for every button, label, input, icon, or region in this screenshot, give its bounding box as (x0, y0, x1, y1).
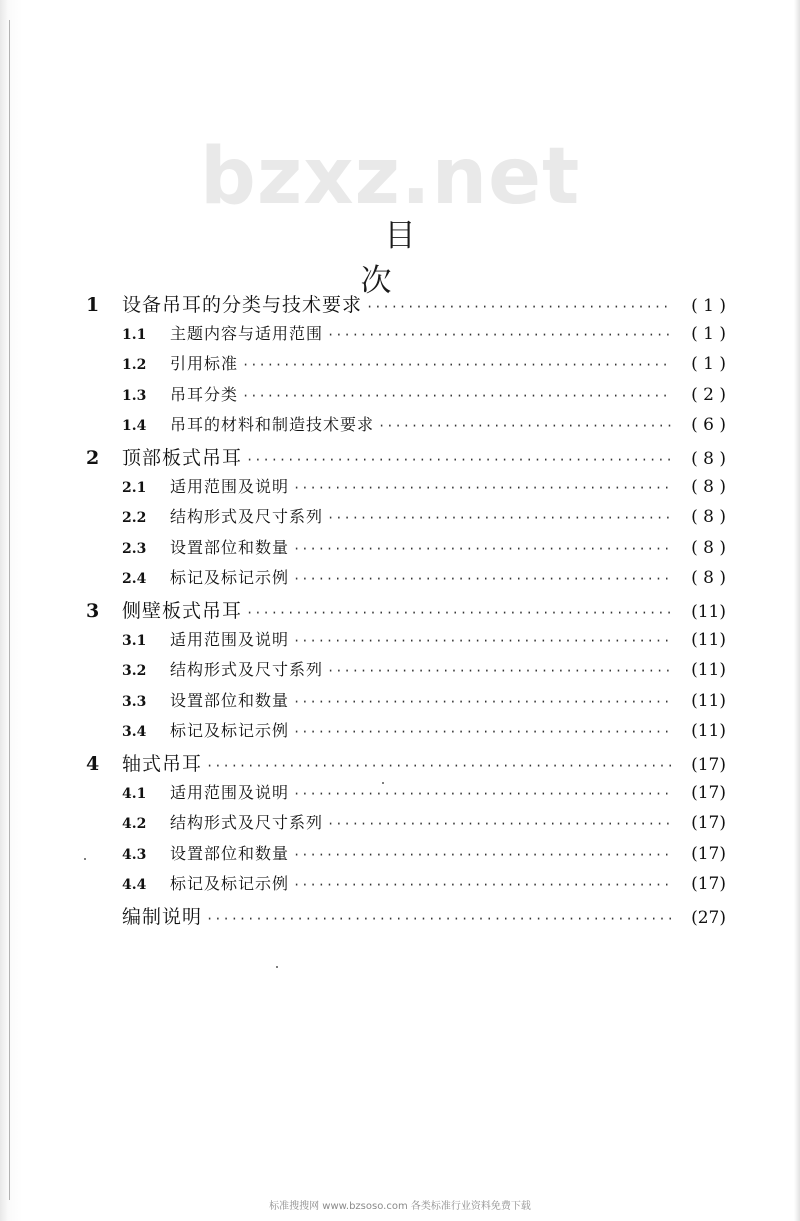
toc-dot-leader (206, 759, 672, 773)
toc-entry-page: ( 8 ) (691, 476, 726, 497)
toc-dot-leader (378, 419, 672, 433)
toc-entry-page: ( 6 ) (691, 415, 726, 436)
toc-entry-page: (11) (691, 721, 726, 742)
toc-dot-leader (246, 453, 672, 467)
toc-entry-label: 适用范围及说明 (170, 629, 290, 649)
toc-entry-page: ( 1 ) (691, 296, 726, 316)
toc-entry-number: 1.1 (122, 326, 147, 343)
toc-entry-page: (17) (691, 754, 726, 775)
toc-entry-label: 标记及标记示例 (170, 721, 290, 741)
toc-dot-leader (327, 664, 672, 678)
toc-entry-label: 引用标准 (170, 354, 239, 374)
toc-entry-label: 顶部板式吊耳 (122, 446, 243, 469)
toc-entry-number: 2.3 (122, 540, 147, 557)
toc-entry-label: 吊耳的材料和制造技术要求 (170, 415, 375, 435)
toc-entry (86, 351, 726, 382)
toc-dot-leader (327, 328, 672, 342)
toc-entry-page: (27) (691, 907, 726, 928)
toc-dot-leader (293, 695, 672, 709)
toc-entry-page: ( 8 ) (691, 507, 726, 528)
toc-entry-label: 结构形式及尺寸系列 (170, 813, 324, 833)
toc-entry-label: 设置部位和数量 (170, 843, 290, 863)
toc-entry-label: 标记及标记示例 (170, 874, 290, 894)
toc-entry (86, 657, 726, 688)
toc-entry (86, 780, 726, 811)
toc-dot-leader (327, 817, 672, 831)
toc-entry-number: 2.2 (122, 510, 147, 527)
toc-entry (86, 871, 726, 902)
toc-entry-number: 3 (86, 599, 100, 622)
toc-entry-page: ( 1 ) (691, 323, 726, 344)
toc-entry-number: 4.4 (122, 877, 147, 894)
toc-entry (86, 810, 726, 841)
toc-entry-label: 设备吊耳的分类与技术要求 (122, 294, 363, 316)
scan-speck (84, 858, 86, 860)
toc-entry (86, 718, 726, 749)
toc-entry-label: 主题内容与适用范围 (170, 323, 324, 343)
footer-source-note: 标准搜搜网 www.bzsoso.com 各类标准行业资料免费下载 (269, 1201, 531, 1212)
toc-dot-leader (246, 606, 672, 620)
toc-entry-number: 3.1 (122, 632, 147, 649)
toc-entry-page: (11) (691, 629, 726, 650)
toc-dot-leader (293, 787, 672, 801)
toc-entry-page: ( 8 ) (691, 537, 726, 558)
watermark: bzxz.net (200, 132, 581, 222)
toc-entry-label: 标记及标记示例 (170, 568, 290, 588)
toc-entry-page: ( 1 ) (691, 354, 726, 375)
toc-entry-number: 4.3 (122, 846, 147, 863)
toc-entry-number: 4.1 (122, 785, 147, 802)
toc-entry-label: 设置部位和数量 (170, 690, 290, 710)
page-title: 目 次 (360, 218, 464, 299)
toc-entry-label: 编制说明 (122, 905, 203, 928)
toc-entry (86, 321, 726, 352)
toc-entry-page: ( 2 ) (691, 384, 726, 405)
toc-dot-leader (293, 878, 672, 892)
toc-entry (86, 443, 726, 474)
toc-dot-leader (242, 389, 672, 403)
page-left-edge-shadow (0, 0, 22, 1221)
toc-dot-leader (293, 725, 672, 739)
toc-entry-page: (17) (691, 782, 726, 803)
toc-entry-page: (17) (691, 874, 726, 895)
toc-entry-page: ( 8 ) (691, 568, 726, 589)
toc-entry-number: 3.3 (122, 693, 147, 710)
toc-entry (86, 474, 726, 505)
toc-entry (86, 902, 726, 933)
toc-entry (86, 688, 726, 719)
toc-entry-number: 3.4 (122, 724, 147, 741)
scan-speck (276, 966, 278, 968)
toc-entry-label: 适用范围及说明 (170, 476, 290, 496)
toc-entry-label: 吊耳分类 (170, 384, 239, 404)
table-of-contents (86, 290, 726, 932)
binding-line (9, 20, 10, 1200)
scan-speck (382, 782, 384, 784)
toc-entry-page: (17) (691, 843, 726, 864)
toc-entry-number: 2.1 (122, 479, 147, 496)
toc-entry-number: 1 (86, 294, 100, 316)
toc-entry-label: 适用范围及说明 (170, 782, 290, 802)
toc-entry (86, 535, 726, 566)
toc-entry (86, 504, 726, 535)
toc-entry (86, 841, 726, 872)
toc-dot-leader (293, 572, 672, 586)
toc-entry-label: 设置部位和数量 (170, 537, 290, 557)
toc-dot-leader (293, 634, 672, 648)
toc-dot-leader (293, 848, 672, 862)
toc-entry-page: (11) (691, 660, 726, 681)
toc-entry (86, 382, 726, 413)
toc-dot-leader (242, 358, 672, 372)
toc-entry (86, 565, 726, 596)
toc-entry (86, 596, 726, 627)
toc-entry-page: ( 8 ) (691, 448, 726, 469)
toc-entry (86, 290, 726, 321)
toc-entry-number: 4.2 (122, 816, 147, 833)
toc-entry (86, 749, 726, 780)
toc-entry-page: (11) (691, 601, 726, 622)
toc-entry-number: 1.3 (122, 387, 147, 404)
toc-dot-leader (366, 300, 672, 314)
toc-entry (86, 412, 726, 443)
toc-entry-number: 2.4 (122, 571, 147, 588)
toc-entry-number: 4 (86, 752, 100, 775)
toc-dot-leader (327, 511, 672, 525)
toc-entry (86, 627, 726, 658)
toc-entry-number: 1.4 (122, 418, 147, 435)
toc-entry-label: 轴式吊耳 (122, 752, 203, 775)
toc-entry-label: 结构形式及尺寸系列 (170, 660, 324, 680)
toc-entry-page: (17) (691, 813, 726, 834)
toc-entry-label: 结构形式及尺寸系列 (170, 507, 324, 527)
toc-entry-number: 1.2 (122, 357, 147, 374)
toc-dot-leader (293, 542, 672, 556)
toc-entry-number: 3.2 (122, 663, 147, 680)
page-right-edge-shadow (794, 0, 800, 1221)
toc-entry-page: (11) (691, 690, 726, 711)
toc-dot-leader (293, 481, 672, 495)
toc-entry-number: 2 (86, 446, 100, 469)
toc-entry-label: 侧壁板式吊耳 (122, 599, 243, 622)
toc-dot-leader (206, 912, 672, 926)
